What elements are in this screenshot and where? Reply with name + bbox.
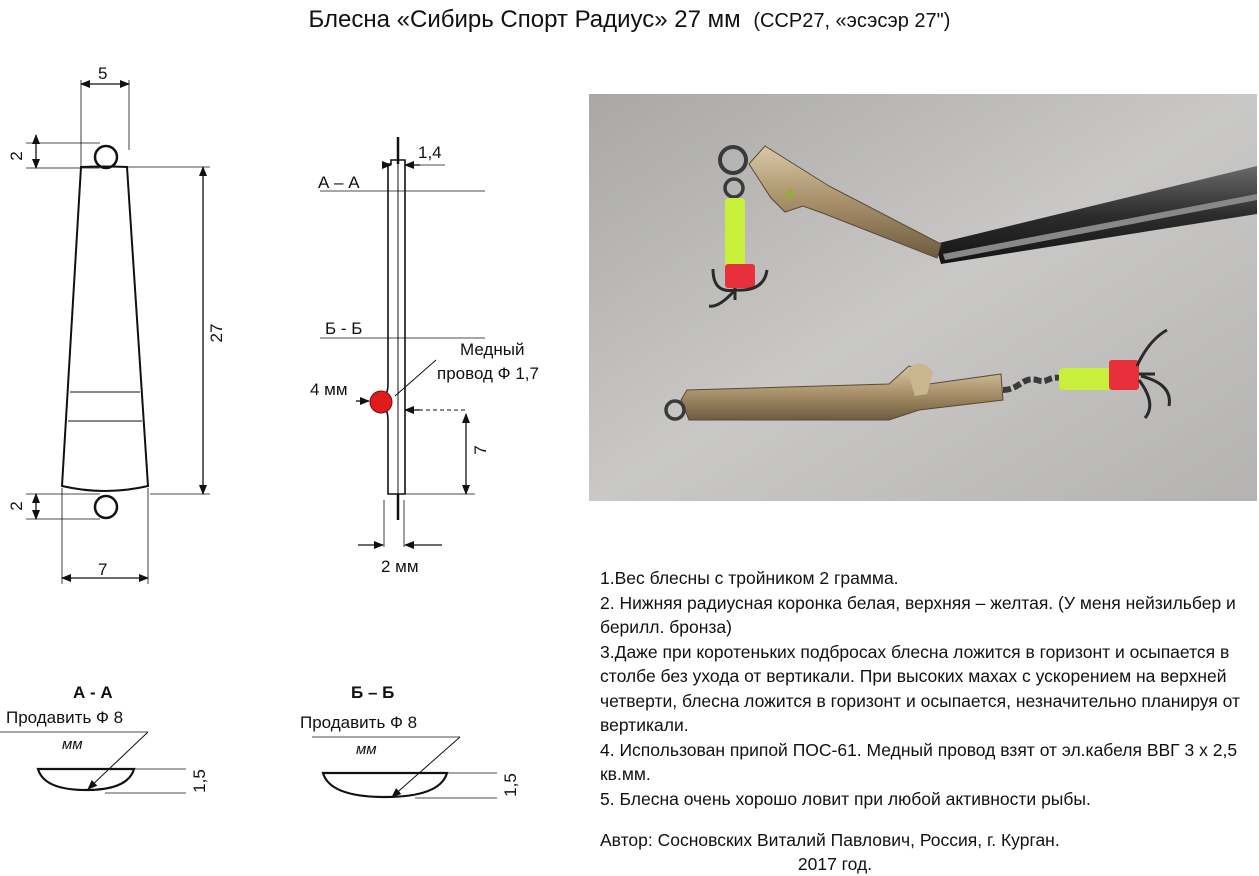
note-item: 5. Блесна очень хорошо ловит при любой активности рыбы. — [600, 788, 1091, 809]
lure-outline-side — [380, 160, 405, 494]
section-bb-depth: 1,5 — [501, 773, 520, 797]
copper-wire-dot — [370, 391, 392, 413]
author-line: Автор: Сосновских Виталий Павлович, Россия, г. Курган. — [600, 830, 1060, 850]
dim-bottom-width: 7 — [98, 560, 108, 579]
note-item: 1.Вес блесны с тройником 2 грамма. — [600, 568, 899, 588]
lure-photo — [589, 94, 1257, 501]
wire-label-line1: Медный — [460, 340, 525, 359]
wire-label-line2: провод Ф 1,7 — [437, 364, 539, 383]
title-sub: (ССР27, «эсэсэр 27") — [753, 10, 951, 32]
side-view-labels — [310, 143, 539, 576]
section-bb — [312, 737, 497, 798]
section-bb-note: Продавить Ф 8 — [300, 713, 418, 732]
note-item: 3.Даже при коротеньких подбросах блесна ложится в горизонт и осыпается в столбе без ухода от вертикали. При высоких махах с ускорением на верхней четверти, блесна ложится в горизонт и осыпается, незначительно планируя от вертикали. — [600, 641, 1240, 735]
dim-thickness: 1,4 — [418, 143, 442, 162]
section-aa-unit: мм — [62, 736, 83, 753]
lure-outline-front — [62, 167, 148, 492]
bottom-ring — [95, 496, 117, 518]
dim-length: 27 — [207, 323, 226, 343]
section-bb-unit: мм — [356, 741, 377, 758]
note-item: 2. Нижняя радиусная коронка белая, верхняя – желтая. (У меня нейзильбер и берилл. бронза) — [600, 592, 1236, 637]
note-item: 4. Использован припой ПОС-61. Медный провод взят от эл.кабеля ВВГ 3 х 2,5 кв.мм. — [600, 739, 1238, 784]
top-ring — [95, 146, 117, 168]
title-main: Блесна «Сибирь Спорт Радиус» 27 мм — [308, 6, 741, 33]
section-aa-depth: 1,5 — [190, 769, 209, 793]
section-bb-label: Б - Б — [325, 319, 363, 338]
section-bb-labels — [300, 683, 520, 797]
dim-wire-size: 4 мм — [310, 380, 348, 399]
section-aa-label: А – А — [318, 173, 360, 192]
dim-distance: 7 — [471, 445, 490, 455]
section-aa-title: А - А — [73, 683, 113, 702]
dim-top-width: 5 — [98, 64, 108, 83]
author-block — [600, 828, 1160, 876]
section-aa-labels — [6, 683, 209, 793]
dim-side-width: 2 мм — [381, 557, 419, 576]
section-aa-note: Продавить Ф 8 — [6, 708, 124, 727]
section-aa — [0, 732, 186, 793]
dim-ring-top: 2 — [7, 151, 26, 161]
front-view — [26, 80, 210, 584]
lure-photo-illustration — [589, 94, 1257, 501]
notes-list — [600, 566, 1250, 811]
section-bb-title: Б – Б — [351, 683, 395, 702]
dim-ring-bottom: 2 — [7, 501, 26, 511]
author-year: 2017 год. — [797, 854, 873, 874]
